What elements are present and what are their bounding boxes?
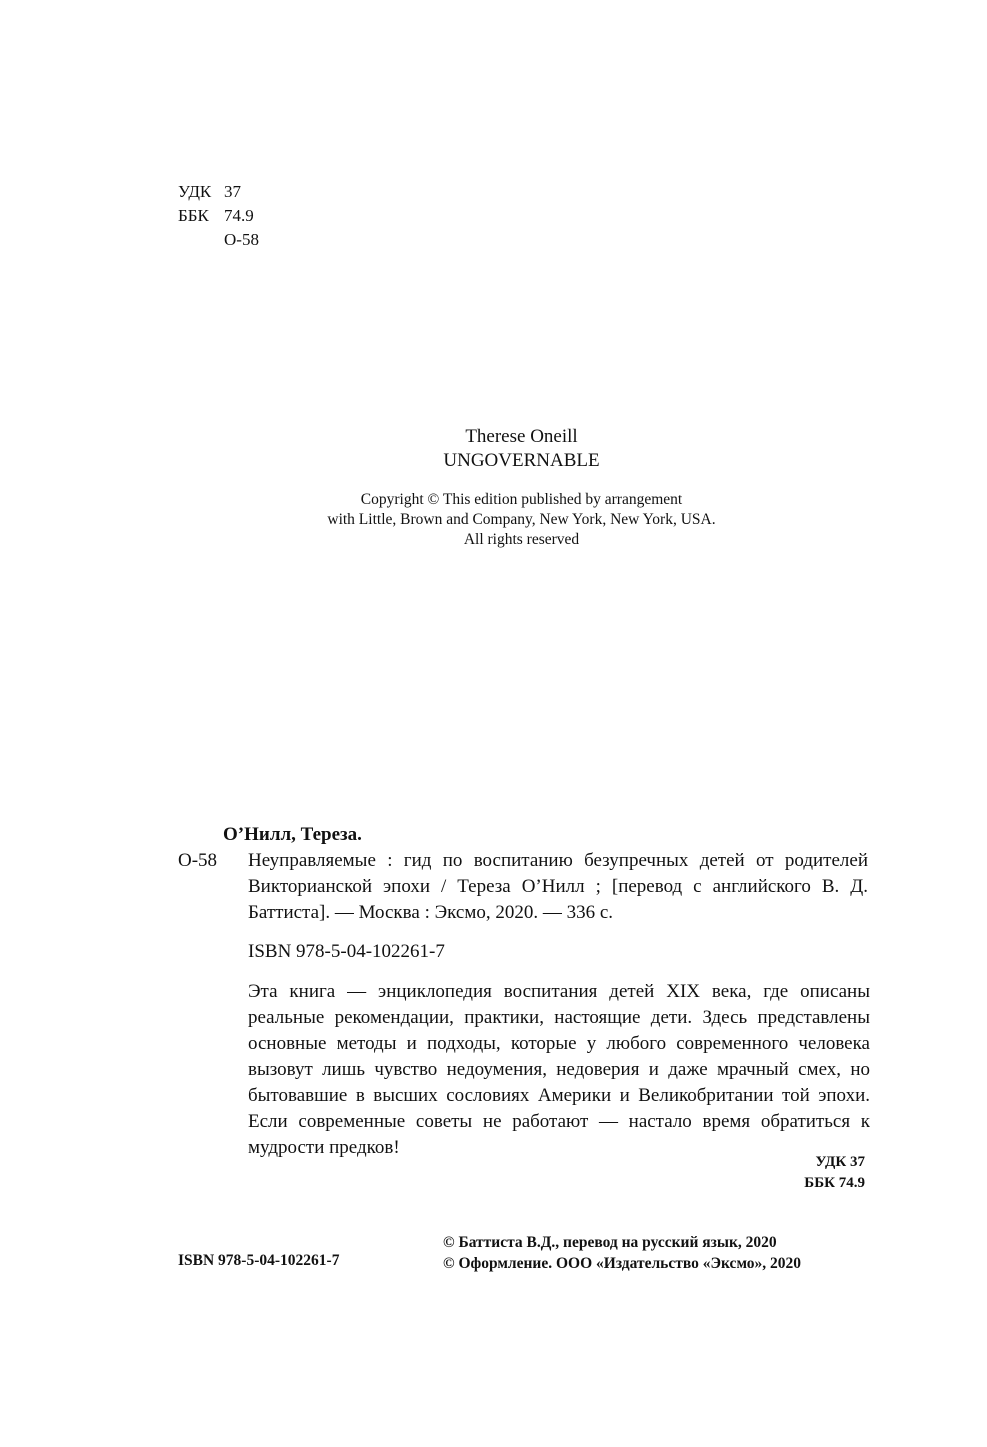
bbk-label: ББК bbox=[178, 206, 209, 225]
bbk-row bbox=[178, 204, 259, 228]
author-sign-top: О-58 bbox=[224, 230, 259, 249]
bbk-bottom: ББК 74.9 bbox=[804, 1175, 865, 1191]
annotation bbox=[178, 979, 868, 1161]
author-heading: О’Нилл, Тереза. bbox=[223, 824, 362, 845]
copyright-line-3: All rights reserved bbox=[463, 531, 580, 548]
copyright-line-1: Copyright © This edition published by arrangement bbox=[360, 491, 683, 508]
udk-bottom: УДК 37 bbox=[815, 1154, 865, 1170]
bbk-value: 74.9 bbox=[224, 206, 254, 225]
copyright-notice bbox=[250, 490, 793, 550]
copyright-line-2: with Little, Brown and Company, New York, New York, USA. bbox=[327, 511, 716, 528]
copyright-translation: © Баттиста В.Д., перевод на русский язык, 2020 bbox=[443, 1234, 777, 1251]
author-sign: О-58 bbox=[178, 850, 218, 871]
udk-label: УДК bbox=[178, 182, 212, 201]
original-author: Therese Oneill bbox=[465, 426, 578, 447]
udk-value: 37 bbox=[224, 182, 241, 201]
bibliographic-description bbox=[178, 848, 868, 926]
classification-top bbox=[178, 180, 259, 252]
description-text: Неуправляемые : гид по воспитанию безупречных детей от родителей Викторианской эпохи / Тереза О’Нилл ; [перевод с английского В. Д. Баттиста]. — Москва : Эксмо, 2020. — 336 с. bbox=[248, 850, 868, 923]
original-title: UNGOVERNABLE bbox=[443, 450, 600, 471]
classification-bottom bbox=[804, 1152, 865, 1194]
copyright-design: © Оформление. ООО «Издательство «Эксмо», 2020 bbox=[443, 1255, 802, 1272]
footer-isbn: ISBN 978-5-04-102261-7 bbox=[178, 1252, 340, 1269]
original-edition bbox=[250, 425, 793, 473]
annotation-text: Эта книга — энциклопедия воспитания детей XIX века, где описаны реальные рекомендации, практики, настоящие дети. Здесь представлены основные методы и подходы, которые у любого современного человека вызовут лишь чувство недоумения, недоверия и даже мрачный смех, но бытовавшие в высших сословиях Америки и Великобритании той эпохи. Если современные советы не работают — настало время обратиться к мудрости предков! bbox=[248, 981, 870, 1158]
udk-row bbox=[178, 180, 259, 204]
entry-isbn: ISBN 978-5-04-102261-7 bbox=[248, 941, 445, 962]
footer-copyrights bbox=[443, 1232, 801, 1274]
catalog-entry bbox=[178, 822, 868, 1161]
